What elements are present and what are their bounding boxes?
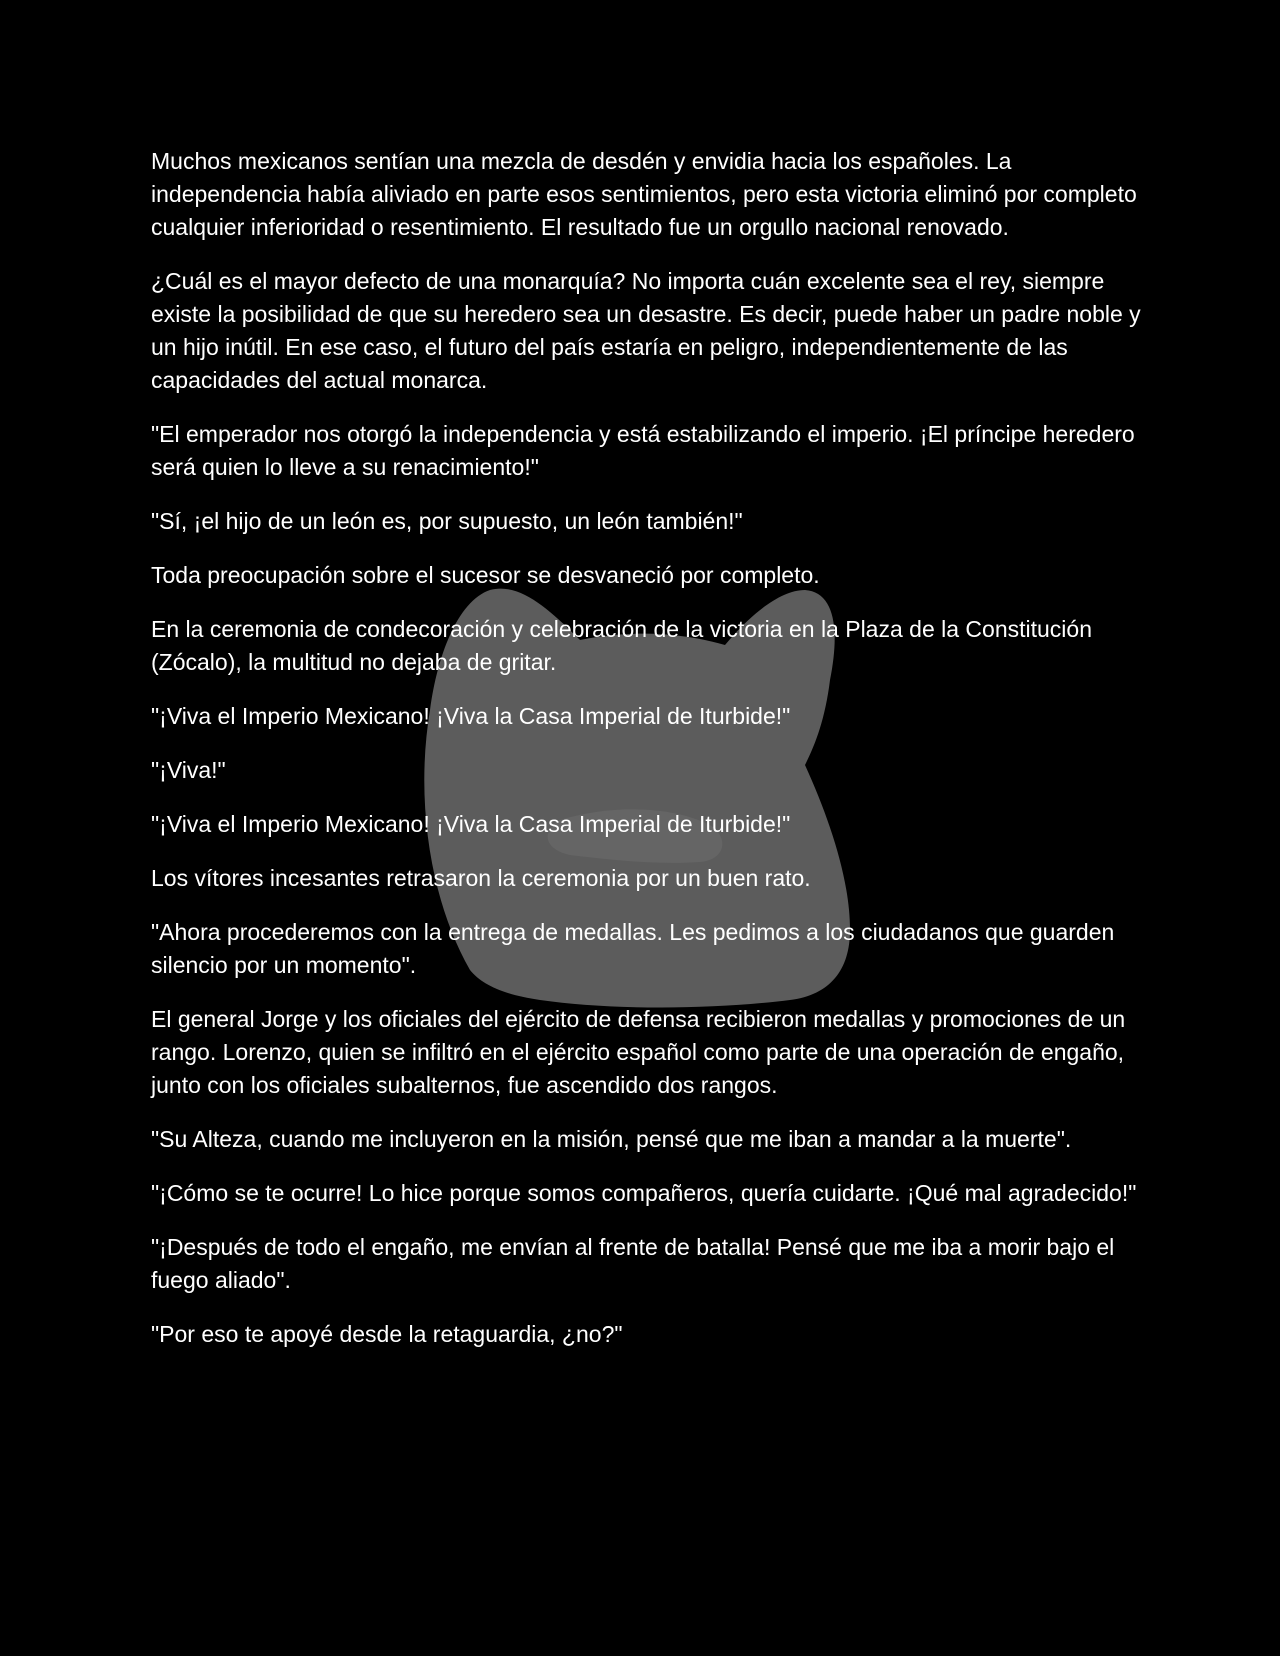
paragraph: "¡Viva el Imperio Mexicano! ¡Viva la Casa Imperial de Iturbide!": [151, 811, 791, 837]
paragraph: "¡Cómo se te ocurre! Lo hice porque somos compañeros, quería cuidarte. ¡Qué mal agradecido!": [151, 1180, 1137, 1206]
paragraph: Toda preocupación sobre el sucesor se desvaneció por completo.: [151, 562, 820, 588]
paragraph: "Ahora procederemos con la entrega de medallas. Les pedimos a los ciudadanos que guarden silencio por un momento".: [151, 919, 1115, 978]
paragraph: "¡Viva el Imperio Mexicano! ¡Viva la Casa Imperial de Iturbide!": [151, 703, 791, 729]
paragraph: Los vítores incesantes retrasaron la ceremonia por un buen rato.: [151, 865, 811, 891]
paragraph: "¡Después de todo el engaño, me envían al frente de batalla! Pensé que me iba a morir bajo el fuego aliado".: [151, 1234, 1115, 1293]
paragraph: "El emperador nos otorgó la independencia y está estabilizando el imperio. ¡El príncipe heredero será quien lo lleve a su renacimiento!": [151, 421, 1135, 480]
paragraph: "Por eso te apoyé desde la retaguardia, ¿no?": [151, 1321, 623, 1347]
paragraph: En la ceremonia de condecoración y celebración de la victoria en la Plaza de la Constitución (Zócalo), la multitud no dejaba de gritar.: [151, 616, 1092, 675]
paragraph: "Su Alteza, cuando me incluyeron en la misión, pensé que me iban a mandar a la muerte".: [151, 1126, 1072, 1152]
paragraph: El general Jorge y los oficiales del ejército de defensa recibieron medallas y promociones de un rango. Lorenzo, quien se infiltró en el ejército español como parte de una operación de engaño, junto con los oficiales subalternos, fue ascendido dos rangos.: [151, 1006, 1126, 1098]
paragraph: ¿Cuál es el mayor defecto de una monarquía? No importa cuán excelente sea el rey, siempre existe la posibilidad de que su heredero sea un desastre. Es decir, puede haber un padre noble y un hijo inútil. En ese caso, el futuro del país estaría en peligro, independientemente de las capacidades del actual monarca.: [151, 268, 1141, 393]
paragraph: "¡Viva!": [151, 757, 226, 783]
paragraph: "Sí, ¡el hijo de un león es, por supuesto, un león también!": [151, 508, 743, 534]
paragraph: Muchos mexicanos sentían una mezcla de desdén y envidia hacia los españoles. La independencia había aliviado en parte esos sentimientos, pero esta victoria eliminó por completo cualquier inferioridad o resentimiento. El resultado fue un orgullo nacional renovado.: [151, 148, 1137, 240]
document-body: [151, 145, 1141, 1372]
